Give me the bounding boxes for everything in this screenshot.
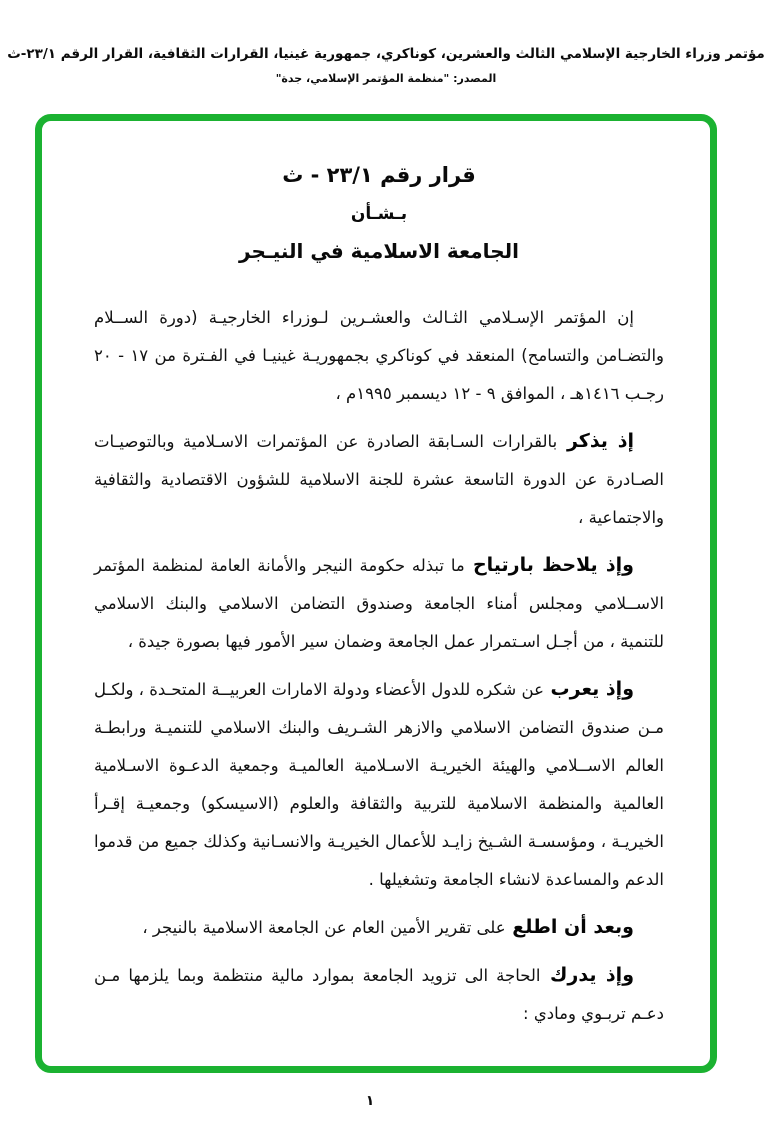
paragraph-text: ما تبذله حكومة النيجر والأمانة العامة لمنظمة المؤتمر الاســلامي ومجلس أمناء الجامعة وصندوق التضامن الاسلامي والبنك الاسلامي للتنمية ، من أجـل اسـتمرار عمل الجامعة وضمان سير الأمور فيها بصورة جيدة ، — [94, 556, 664, 651]
resolution-regarding-label: بـشـأن — [350, 204, 408, 224]
paragraphs-container — [94, 299, 664, 1033]
paragraph-lead: وإذ يلاحظ بارتياح — [464, 554, 634, 576]
paragraph-lead: وبعد أن اطلع — [505, 916, 634, 938]
page-number: ١ — [365, 1093, 375, 1109]
document-header — [0, 46, 772, 85]
paragraph — [94, 422, 664, 537]
green-border-frame — [35, 114, 717, 1073]
paragraph — [94, 908, 664, 947]
document-body — [42, 121, 710, 1033]
paragraph — [94, 299, 664, 413]
paragraph-text: بالقرارات السـابقة الصادرة عن المؤتمرات الاسـلامية وبالتوصيـات الصـادرة عن الدورة التاسعة عشرة للجنة الاسلامية للشؤون الاقتصادية والثقافية والاجتماعية ، — [94, 432, 664, 527]
paragraph — [94, 546, 664, 661]
paragraph — [94, 956, 664, 1033]
paragraph-lead: وإذ يدرك — [540, 964, 635, 986]
header-publisher-line: المصدر: "منظمة المؤتمر الإسلامي، جدة" — [275, 72, 497, 85]
paragraph-text: الحاجة الى تزويد الجامعة بموارد مالية منتظمة وبما يلزمها مـن دعـم تربـوي ومادي : — [94, 966, 664, 1023]
paragraph-text: إن المؤتمر الإسـلامي الثـالث والعشـرين لـوزراء الخارجيـة (دورة الســلام والتضـامن والتسامح) المنعقد في كوناكري بجمهوريـة غينيـا في الفـترة من ١٧ - ٢٠ رجـب ١٤١٦هـ ، الموافق ٩ - ١٢ ديسمبر ١٩٩٥م ، — [94, 308, 664, 403]
paragraph-text: على تقرير الأمين العام عن الجامعة الاسلامية بالنيجر ، — [142, 918, 506, 937]
resolution-title-block — [94, 163, 664, 263]
header-source-line: مؤتمر وزراء الخارجية الإسلامي الثالث والعشرين، كوناكري، جمهورية غينيا، القرارات الثقافية، القرار الرقم ٢٣/١-ث — [7, 46, 765, 62]
resolution-number: قرار رقم ٢٣/١ - ث — [282, 163, 476, 187]
paragraph-lead: إذ يذكر — [557, 430, 634, 452]
paragraph — [94, 670, 664, 899]
resolution-subject: الجامعة الاسلامية في النيـجر — [239, 239, 519, 263]
paragraph-lead: وإذ يعرب — [543, 678, 635, 700]
paragraph-text: عن شكره للدول الأعضاء ودولة الامارات العربيــة المتحـدة ، ولكـل مـن صندوق التضامن الاسلامي والازهر الشـريف والبنك الاسلامي للتنميـة ورابطـة العالم الاســلامي والهيئة الخيريـة الاسـلامية العالميـة وجمعية الدعـوة الاسـلامية العالمية والمنظمة الاسلامية للتربية والثقافة والعلوم (الاسيسكو) وجمعيـة إقـرأ الخيريـة ، ومؤسسـة الشـيخ زايـد للأعمال الخيريـة والانسـانية وكذلك جميع من قدموا الدعم والمساعدة لانشاء الجامعة وتشغيلها . — [94, 680, 664, 889]
